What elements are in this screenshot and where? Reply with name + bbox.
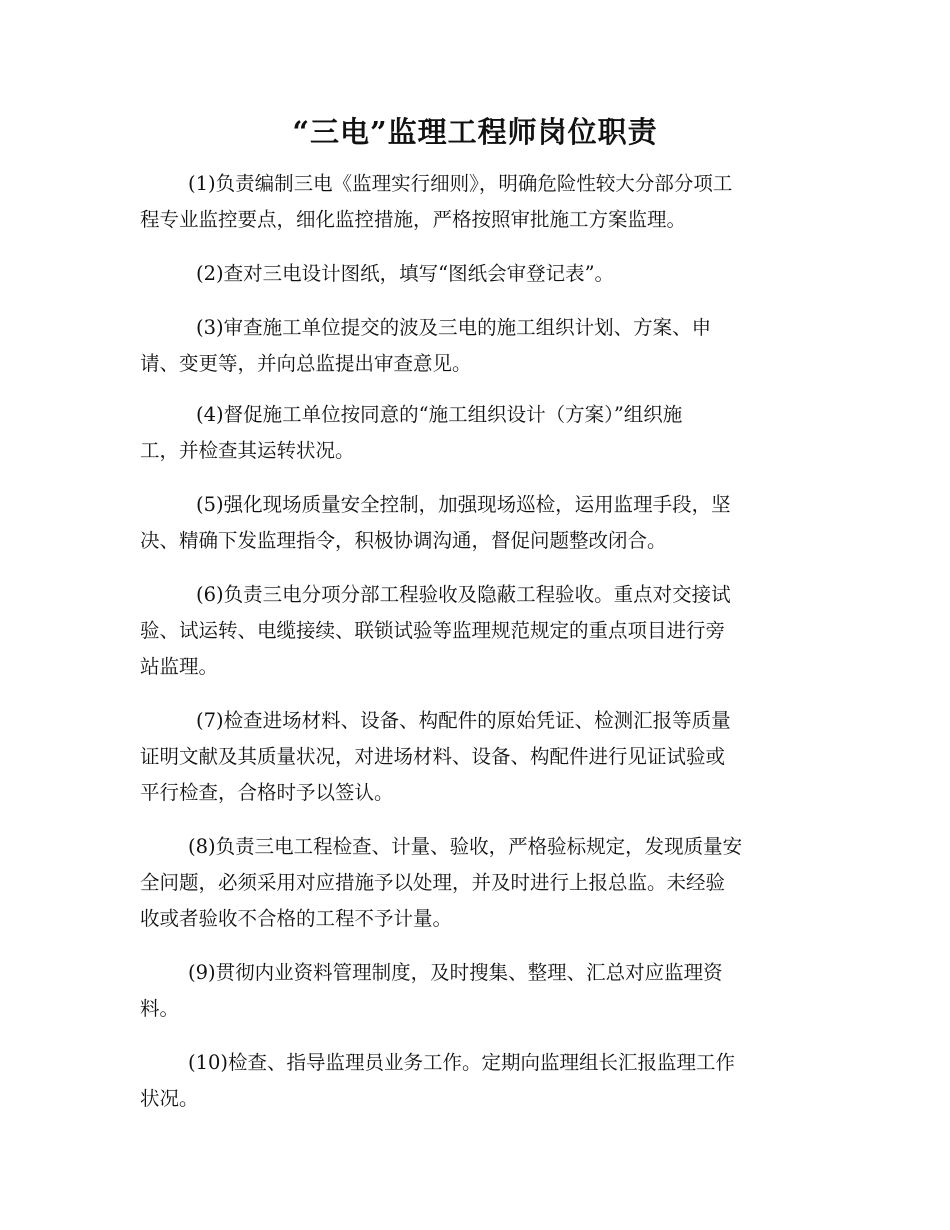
paragraph-line: 平行检查，合格时予以签认。	[140, 781, 394, 804]
paragraph-line: 全问题，必须采用对应措施予以处理，并及时进行上报总监。未经验	[140, 871, 726, 894]
paragraph-line: (7)检查进场材料、设备、构配件的原始凭证、检测汇报等质量	[196, 709, 731, 732]
paragraph-line: 决、精确下发监理指令，积极协调沟通，督促问题整改闭合。	[140, 529, 667, 552]
paragraph-line: 证明文献及其质量状况，对进场材料、设备、构配件进行见证试验或	[140, 745, 726, 768]
paragraph-8	[140, 829, 820, 937]
paragraph-line: (9)贯彻内业资料管理制度，及时搜集、整理、汇总对应监理资	[188, 961, 723, 984]
paragraph-6	[140, 577, 820, 685]
paragraph-line: (4)督促施工单位按同意的“施工组织设计（方案）”组织施	[196, 403, 683, 426]
paragraph-5	[140, 487, 820, 559]
paragraph-1	[140, 166, 820, 238]
paragraph-7	[140, 703, 820, 811]
paragraph-9	[140, 955, 820, 1027]
paragraph-line: (6)负责三电分项分部工程验收及隐蔽工程验收。重点对交接试	[196, 583, 731, 606]
paragraph-line: 程专业监控要点，细化监控措施，严格按照审批施工方案监理。	[140, 208, 687, 231]
paragraph-4	[140, 397, 820, 469]
paragraph-line: (8)负责三电工程检查、计量、验收，严格验标规定，发现质量安	[188, 835, 743, 858]
paragraph-line: (2)查对三电设计图纸，填写“图纸会审登记表”。	[196, 262, 615, 285]
paragraph-10	[140, 1045, 820, 1117]
paragraph-line: (10)检查、指导监理员业务工作。定期向监理组长汇报监理工作	[188, 1051, 736, 1074]
paragraph-line: (1)负责编制三电《监理实行细则》，明确危险性较大分部分项工	[188, 172, 733, 195]
paragraph-2	[140, 256, 820, 292]
paragraph-line: 站监理。	[140, 655, 219, 678]
paragraph-line: 状况。	[140, 1087, 199, 1110]
paragraph-line: (5)强化现场质量安全控制，加强现场巡检，运用监理手段，坚	[196, 493, 731, 516]
paragraph-line: (3)审查施工单位提交的波及三电的施工组织计划、方案、申	[196, 316, 712, 339]
paragraph-line: 验、试运转、电缆接续、联锁试验等监理规范规定的重点项目进行旁	[140, 619, 726, 642]
paragraph-line: 收或者验收不合格的工程不予计量。	[140, 907, 453, 930]
paragraph-line: 料。	[140, 997, 180, 1020]
paragraph-3	[140, 310, 820, 382]
paragraph-line: 工，并检查其运转状况。	[140, 439, 355, 462]
paragraph-line: 请、变更等，并向总监提出审查意见。	[140, 352, 472, 375]
page-title: “三电”监理工程师岗位职责	[292, 115, 658, 149]
